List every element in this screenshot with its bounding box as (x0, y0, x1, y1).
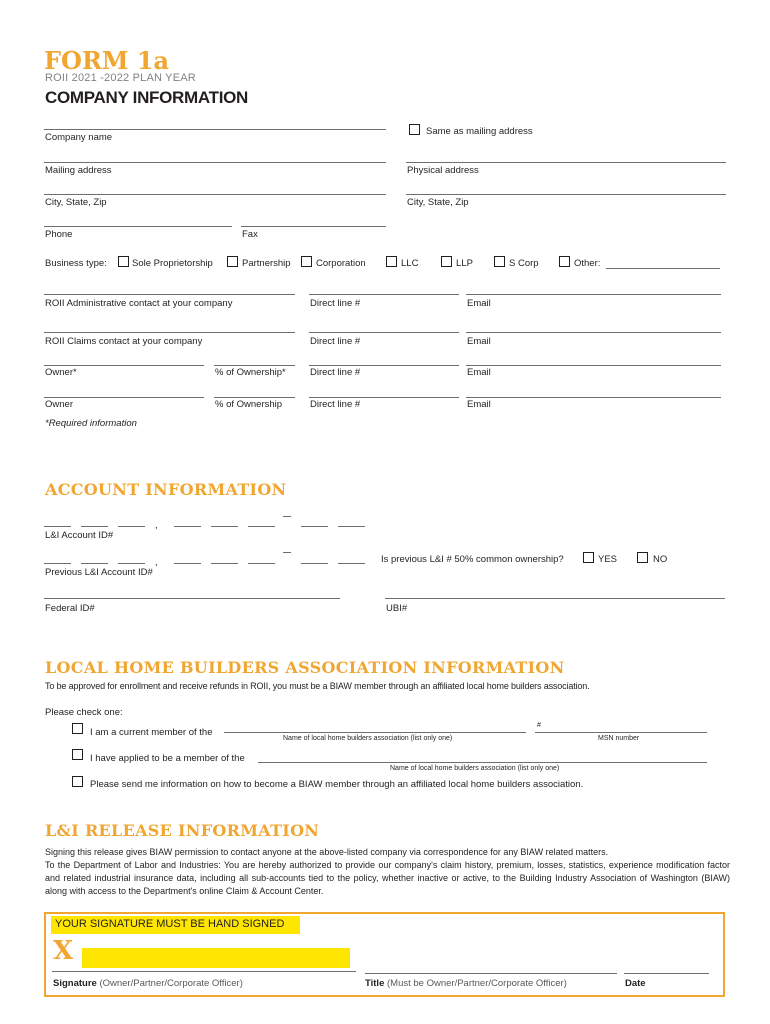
company-name-field[interactable] (44, 129, 386, 130)
form-title: FORM 1a (44, 46, 170, 75)
s-corp-checkbox[interactable] (494, 256, 505, 267)
li-account-comma: , (155, 520, 158, 531)
llp-checkbox[interactable] (441, 256, 452, 267)
phone-label: Phone (45, 229, 73, 240)
ubi-field[interactable] (385, 598, 725, 599)
current-lhba-name-field[interactable] (224, 732, 526, 733)
owner-1-direct-line-label: Direct line # (310, 367, 361, 378)
signature-banner-text: YOUR SIGNATURE MUST BE HAND SIGNED (55, 918, 285, 930)
phone-field[interactable] (44, 226, 232, 227)
admin-email-field[interactable] (466, 294, 721, 295)
release-para-2: To the Department of Labor and Industries: You are hereby authorized to provide our company's claim history, premium, losses, statistics, experience modification factor and related industrial insurance data, including all sub-accounts tied to the policy, whether inactive or active, to the Building Industry Association of Washington (BIAW) along with access to the Department's online Claim & Account Center. (45, 860, 730, 896)
llc-checkbox[interactable] (386, 256, 397, 267)
owner-1-email-label: Email (467, 367, 491, 378)
fax-field[interactable] (241, 226, 386, 227)
admin-contact-label: ROII Administrative contact at your company (45, 298, 233, 309)
signature-label (53, 978, 243, 989)
admin-direct-line-label: Direct line # (310, 298, 361, 309)
ownership-2-field[interactable] (214, 397, 295, 398)
ubi-label: UBI# (386, 603, 408, 614)
city-state-zip-right-field[interactable] (406, 194, 726, 195)
mailing-address-field[interactable] (44, 162, 386, 163)
partnership-label: Partnership (242, 258, 291, 269)
common-ownership-question: Is previous L&I # 50% common ownership? (381, 554, 564, 565)
account-info-title: ACCOUNT INFORMATION (45, 480, 287, 499)
s-corp-label: S Corp (509, 258, 539, 269)
lhba-name-caption-2: Name of local home builders association (list only one) (390, 765, 560, 772)
ownership-1-label: % of Ownership* (215, 367, 286, 378)
physical-address-field[interactable] (406, 162, 726, 163)
federal-id-field[interactable] (44, 598, 340, 599)
sole-proprietorship-label: Sole Proprietorship (132, 258, 213, 269)
msn-number-field[interactable] (535, 732, 707, 733)
release-para-1: Signing this release gives BIAW permission to contact anyone at the above-listed company via correspondence for any BIAW related matters. (45, 847, 609, 857)
title-label (365, 978, 567, 989)
claims-contact-field[interactable] (44, 332, 295, 333)
claims-email-label: Email (467, 336, 491, 347)
plan-year: ROII 2021 -2022 PLAN YEAR (45, 72, 196, 84)
owner-1-email-field[interactable] (466, 365, 721, 366)
title-field[interactable] (365, 973, 617, 974)
owner-2-label: Owner (45, 399, 73, 410)
lhba-name-caption-1: Name of local home builders association (list only one) (283, 735, 453, 742)
same-as-mailing-checkbox[interactable] (409, 124, 420, 135)
signature-label-bold: Signature (53, 978, 97, 989)
llc-label: LLC (401, 258, 419, 269)
applied-member-label: I have applied to be a member of the (90, 753, 245, 764)
admin-email-label: Email (467, 298, 491, 309)
fax-label: Fax (242, 229, 258, 240)
title-label-bold: Title (365, 978, 385, 989)
owner-2-direct-line-label: Direct line # (310, 399, 361, 410)
city-state-zip-right-label: City, State, Zip (407, 197, 469, 208)
signature-input[interactable] (82, 948, 350, 968)
yes-checkbox[interactable] (583, 552, 594, 563)
signature-label-rest: (Owner/Partner/Corporate Officer) (96, 978, 243, 989)
previous-li-comma: , (155, 557, 158, 568)
current-member-checkbox[interactable] (72, 723, 83, 734)
admin-contact-field[interactable] (44, 294, 295, 295)
title-label-rest: (Must be Owner/Partner/Corporate Officer) (384, 978, 567, 989)
signature-line (52, 971, 356, 972)
owner-2-field[interactable] (44, 397, 204, 398)
city-state-zip-left-field[interactable] (44, 194, 386, 195)
signature-x-mark: X (53, 936, 74, 966)
owner-1-field[interactable] (44, 365, 204, 366)
claims-direct-line-field[interactable] (309, 332, 459, 333)
corporation-checkbox[interactable] (301, 256, 312, 267)
other-label: Other: (574, 258, 601, 269)
corporation-label: Corporation (316, 258, 366, 269)
partnership-checkbox[interactable] (227, 256, 238, 267)
date-field[interactable] (624, 973, 709, 974)
li-account-id-label: L&I Account ID# (45, 530, 114, 541)
same-as-mailing-label: Same as mailing address (426, 126, 533, 137)
company-info-title: COMPANY INFORMATION (45, 88, 249, 107)
send-info-checkbox[interactable] (72, 776, 83, 787)
applied-lhba-name-field[interactable] (258, 762, 707, 763)
msn-caption: MSN number (598, 735, 640, 742)
other-checkbox[interactable] (559, 256, 570, 267)
owner-1-direct-line-field[interactable] (309, 365, 459, 366)
llp-label: LLP (456, 258, 473, 269)
release-title: L&I RELEASE INFORMATION (45, 821, 320, 840)
previous-li-account-id-label: Previous L&I Account ID# (45, 567, 153, 578)
no-label: NO (653, 554, 668, 565)
claims-direct-line-label: Direct line # (310, 336, 361, 347)
business-type-label: Business type: (45, 258, 107, 269)
sole-proprietorship-checkbox[interactable] (118, 256, 129, 267)
ownership-1-field[interactable] (214, 365, 295, 366)
lhba-title: LOCAL HOME BUILDERS ASSOCIATION INFORMATION (45, 658, 565, 677)
owner-2-email-label: Email (467, 399, 491, 410)
owner-2-direct-line-field[interactable] (309, 397, 459, 398)
owner-2-email-field[interactable] (466, 397, 721, 398)
city-state-zip-left-label: City, State, Zip (45, 197, 107, 208)
yes-label: YES (598, 554, 618, 565)
other-field[interactable] (606, 268, 720, 269)
physical-address-label: Physical address (407, 165, 479, 176)
send-info-label: Please send me information on how to become a BIAW member through an affiliated local home builders association. (90, 779, 584, 790)
company-name-label: Company name (45, 132, 113, 143)
federal-id-label: Federal ID# (45, 603, 95, 614)
required-note: *Required information (45, 418, 137, 429)
claims-email-field[interactable] (466, 332, 721, 333)
no-checkbox[interactable] (637, 552, 648, 563)
mailing-address-label: Mailing address (45, 165, 112, 176)
lhba-intro: To be approved for enrollment and receive refunds in ROII, you must be a BIAW member through an affiliated local home builders association. (45, 681, 590, 691)
ownership-2-label: % of Ownership (215, 399, 283, 410)
applied-member-checkbox[interactable] (72, 749, 83, 760)
date-label: Date (625, 978, 646, 989)
claims-contact-label: ROII Claims contact at your company (45, 336, 203, 347)
please-check-one: Please check one: (45, 707, 123, 718)
msn-hash: # (537, 722, 541, 729)
owner-1-label: Owner* (45, 367, 77, 378)
admin-direct-line-field[interactable] (309, 294, 459, 295)
current-member-label: I am a current member of the (90, 727, 213, 738)
